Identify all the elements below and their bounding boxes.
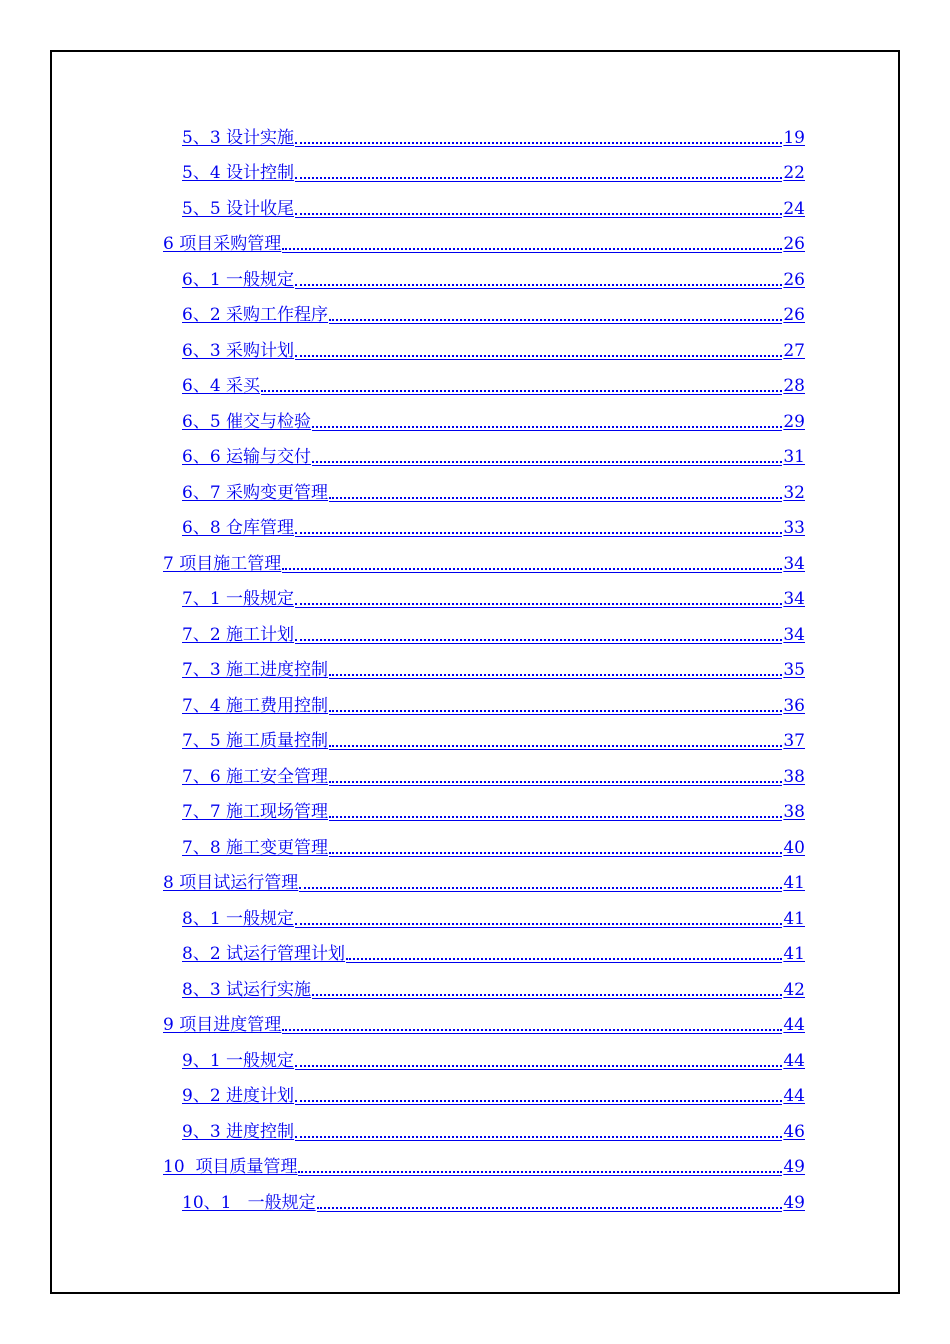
toc-entry-title: 10、1 一般规定 — [182, 1193, 316, 1213]
toc-entry[interactable] — [182, 514, 805, 538]
toc-page-number: 38 — [783, 767, 805, 787]
toc-entry-title: 7 项目施工管理 — [163, 554, 282, 574]
toc-page-number: 49 — [783, 1157, 805, 1177]
toc-page-number: 31 — [783, 447, 805, 467]
toc-page-number: 32 — [783, 483, 805, 503]
toc-entry-title: 7、6 施工安全管理 — [182, 767, 329, 787]
toc-entry-title: 6、6 运输与交付 — [182, 447, 312, 467]
toc-entry[interactable] — [182, 372, 805, 396]
toc-entry[interactable] — [163, 1011, 805, 1035]
toc-entry-title: 6 项目采购管理 — [163, 234, 282, 254]
toc-entry[interactable] — [182, 1047, 805, 1071]
toc-entry[interactable] — [182, 727, 805, 751]
toc-dot-leader — [329, 781, 782, 783]
toc-entry-title: 7、1 一般规定 — [182, 589, 295, 609]
toc-page-number: 26 — [783, 305, 805, 325]
toc-dot-leader — [295, 142, 782, 144]
toc-entry-title: 5、4 设计控制 — [182, 163, 295, 183]
toc-dot-leader — [295, 603, 782, 605]
toc-page-number: 44 — [783, 1015, 805, 1035]
toc-entry[interactable] — [182, 266, 805, 290]
toc-dot-leader — [312, 426, 782, 428]
toc-dot-leader — [261, 390, 782, 392]
toc-entry[interactable] — [163, 869, 805, 893]
toc-entry[interactable] — [182, 443, 805, 467]
toc-entry[interactable] — [182, 1082, 805, 1106]
toc-dot-leader — [295, 1100, 782, 1102]
toc-dot-leader — [329, 852, 782, 854]
toc-dot-leader — [295, 355, 782, 357]
toc-page-number: 34 — [783, 589, 805, 609]
toc-dot-leader — [329, 816, 782, 818]
toc-entry[interactable] — [182, 1189, 805, 1213]
toc-entry[interactable] — [182, 301, 805, 325]
toc-page-number: 19 — [783, 128, 805, 148]
toc-page-number: 26 — [783, 234, 805, 254]
toc-entry-title: 5、5 设计收尾 — [182, 199, 295, 219]
toc-entry-title: 8、2 试运行管理计划 — [182, 944, 346, 964]
toc-page-number: 41 — [783, 873, 805, 893]
toc-entry-title: 7、3 施工进度控制 — [182, 660, 329, 680]
toc-dot-leader — [282, 248, 782, 250]
toc-dot-leader — [295, 532, 782, 534]
toc-entry[interactable] — [182, 940, 805, 964]
toc-entry-title: 7、7 施工现场管理 — [182, 802, 329, 822]
toc-entry[interactable] — [182, 834, 805, 858]
toc-entry-title: 6、5 催交与检验 — [182, 412, 312, 432]
toc-entry[interactable] — [182, 692, 805, 716]
toc-page-number: 49 — [783, 1193, 805, 1213]
toc-entry-title: 9、1 一般规定 — [182, 1051, 295, 1071]
toc-dot-leader — [295, 284, 782, 286]
toc-entry-title: 8、3 试运行实施 — [182, 980, 312, 1000]
toc-dot-leader — [295, 1065, 782, 1067]
toc-entry-title: 7、5 施工质量控制 — [182, 731, 329, 751]
toc-entry-title: 10 项目质量管理 — [163, 1157, 298, 1177]
toc-page-number: 42 — [783, 980, 805, 1000]
toc-entry-title: 8 项目试运行管理 — [163, 873, 299, 893]
toc-entry[interactable] — [163, 230, 805, 254]
toc-entry-title: 8、1 一般规定 — [182, 909, 295, 929]
toc-page-number: 26 — [783, 270, 805, 290]
toc-dot-leader — [295, 1136, 782, 1138]
toc-page-number: 41 — [783, 944, 805, 964]
toc-entry[interactable] — [182, 976, 805, 1000]
toc-entry-title: 7、4 施工费用控制 — [182, 696, 329, 716]
toc-page-number: 46 — [783, 1122, 805, 1142]
toc-entry[interactable] — [182, 479, 805, 503]
toc-entry-title: 9 项目进度管理 — [163, 1015, 282, 1035]
toc-entry-title: 6、7 采购变更管理 — [182, 483, 329, 503]
toc-entry[interactable] — [182, 124, 805, 148]
toc-dot-leader — [295, 177, 782, 179]
toc-page-number: 28 — [783, 376, 805, 396]
toc-page-number: 22 — [783, 163, 805, 183]
toc-entry[interactable] — [182, 621, 805, 645]
toc-entry[interactable] — [182, 585, 805, 609]
toc-page-number: 34 — [783, 554, 805, 574]
toc-page-number: 38 — [783, 802, 805, 822]
toc-dot-leader — [346, 958, 782, 960]
toc-entry-title: 6、1 一般规定 — [182, 270, 295, 290]
toc-dot-leader — [312, 994, 782, 996]
toc-dot-leader — [295, 639, 782, 641]
toc-entry[interactable] — [182, 905, 805, 929]
toc-entry-title: 7、2 施工计划 — [182, 625, 295, 645]
toc-entry[interactable] — [182, 408, 805, 432]
toc-page-number: 36 — [783, 696, 805, 716]
toc-entry-title: 5、3 设计实施 — [182, 128, 295, 148]
toc-dot-leader — [329, 674, 782, 676]
toc-dot-leader — [329, 710, 782, 712]
toc-dot-leader — [282, 568, 782, 570]
toc-entry[interactable] — [182, 1118, 805, 1142]
toc-page-number: 35 — [783, 660, 805, 680]
toc-entry-title: 6、8 仓库管理 — [182, 518, 295, 538]
toc-page-number: 40 — [783, 838, 805, 858]
toc-dot-leader — [298, 1171, 782, 1173]
toc-dot-leader — [299, 887, 782, 889]
toc-dot-leader — [295, 923, 782, 925]
toc-page-number: 24 — [783, 199, 805, 219]
toc-page-number: 34 — [783, 625, 805, 645]
toc-dot-leader — [312, 461, 782, 463]
toc-entry-title: 9、3 进度控制 — [182, 1122, 295, 1142]
toc-page-number: 44 — [783, 1051, 805, 1071]
toc-entry[interactable] — [182, 159, 805, 183]
toc-dot-leader — [317, 1207, 783, 1209]
toc-page-number: 27 — [783, 341, 805, 361]
toc-page-number: 33 — [783, 518, 805, 538]
toc-dot-leader — [295, 213, 782, 215]
toc-entry[interactable] — [163, 550, 805, 574]
toc-entry[interactable] — [182, 763, 805, 787]
toc-entry[interactable] — [182, 337, 805, 361]
toc-entry[interactable] — [182, 195, 805, 219]
toc-entry-title: 6、2 采购工作程序 — [182, 305, 329, 325]
toc-dot-leader — [329, 319, 782, 321]
toc-entry-title: 9、2 进度计划 — [182, 1086, 295, 1106]
toc-entry[interactable] — [182, 798, 805, 822]
toc-page-number: 29 — [783, 412, 805, 432]
toc-entry-title: 6、4 采买 — [182, 376, 261, 396]
toc-entry[interactable] — [182, 656, 805, 680]
toc-dot-leader — [282, 1029, 782, 1031]
toc-dot-leader — [329, 497, 782, 499]
toc-page-number: 41 — [783, 909, 805, 929]
toc-page-number: 44 — [783, 1086, 805, 1106]
toc-entry[interactable] — [163, 1153, 805, 1177]
toc-page-number: 37 — [783, 731, 805, 751]
toc-entry-title: 6、3 采购计划 — [182, 341, 295, 361]
toc-dot-leader — [329, 745, 782, 747]
toc-entry-title: 7、8 施工变更管理 — [182, 838, 329, 858]
